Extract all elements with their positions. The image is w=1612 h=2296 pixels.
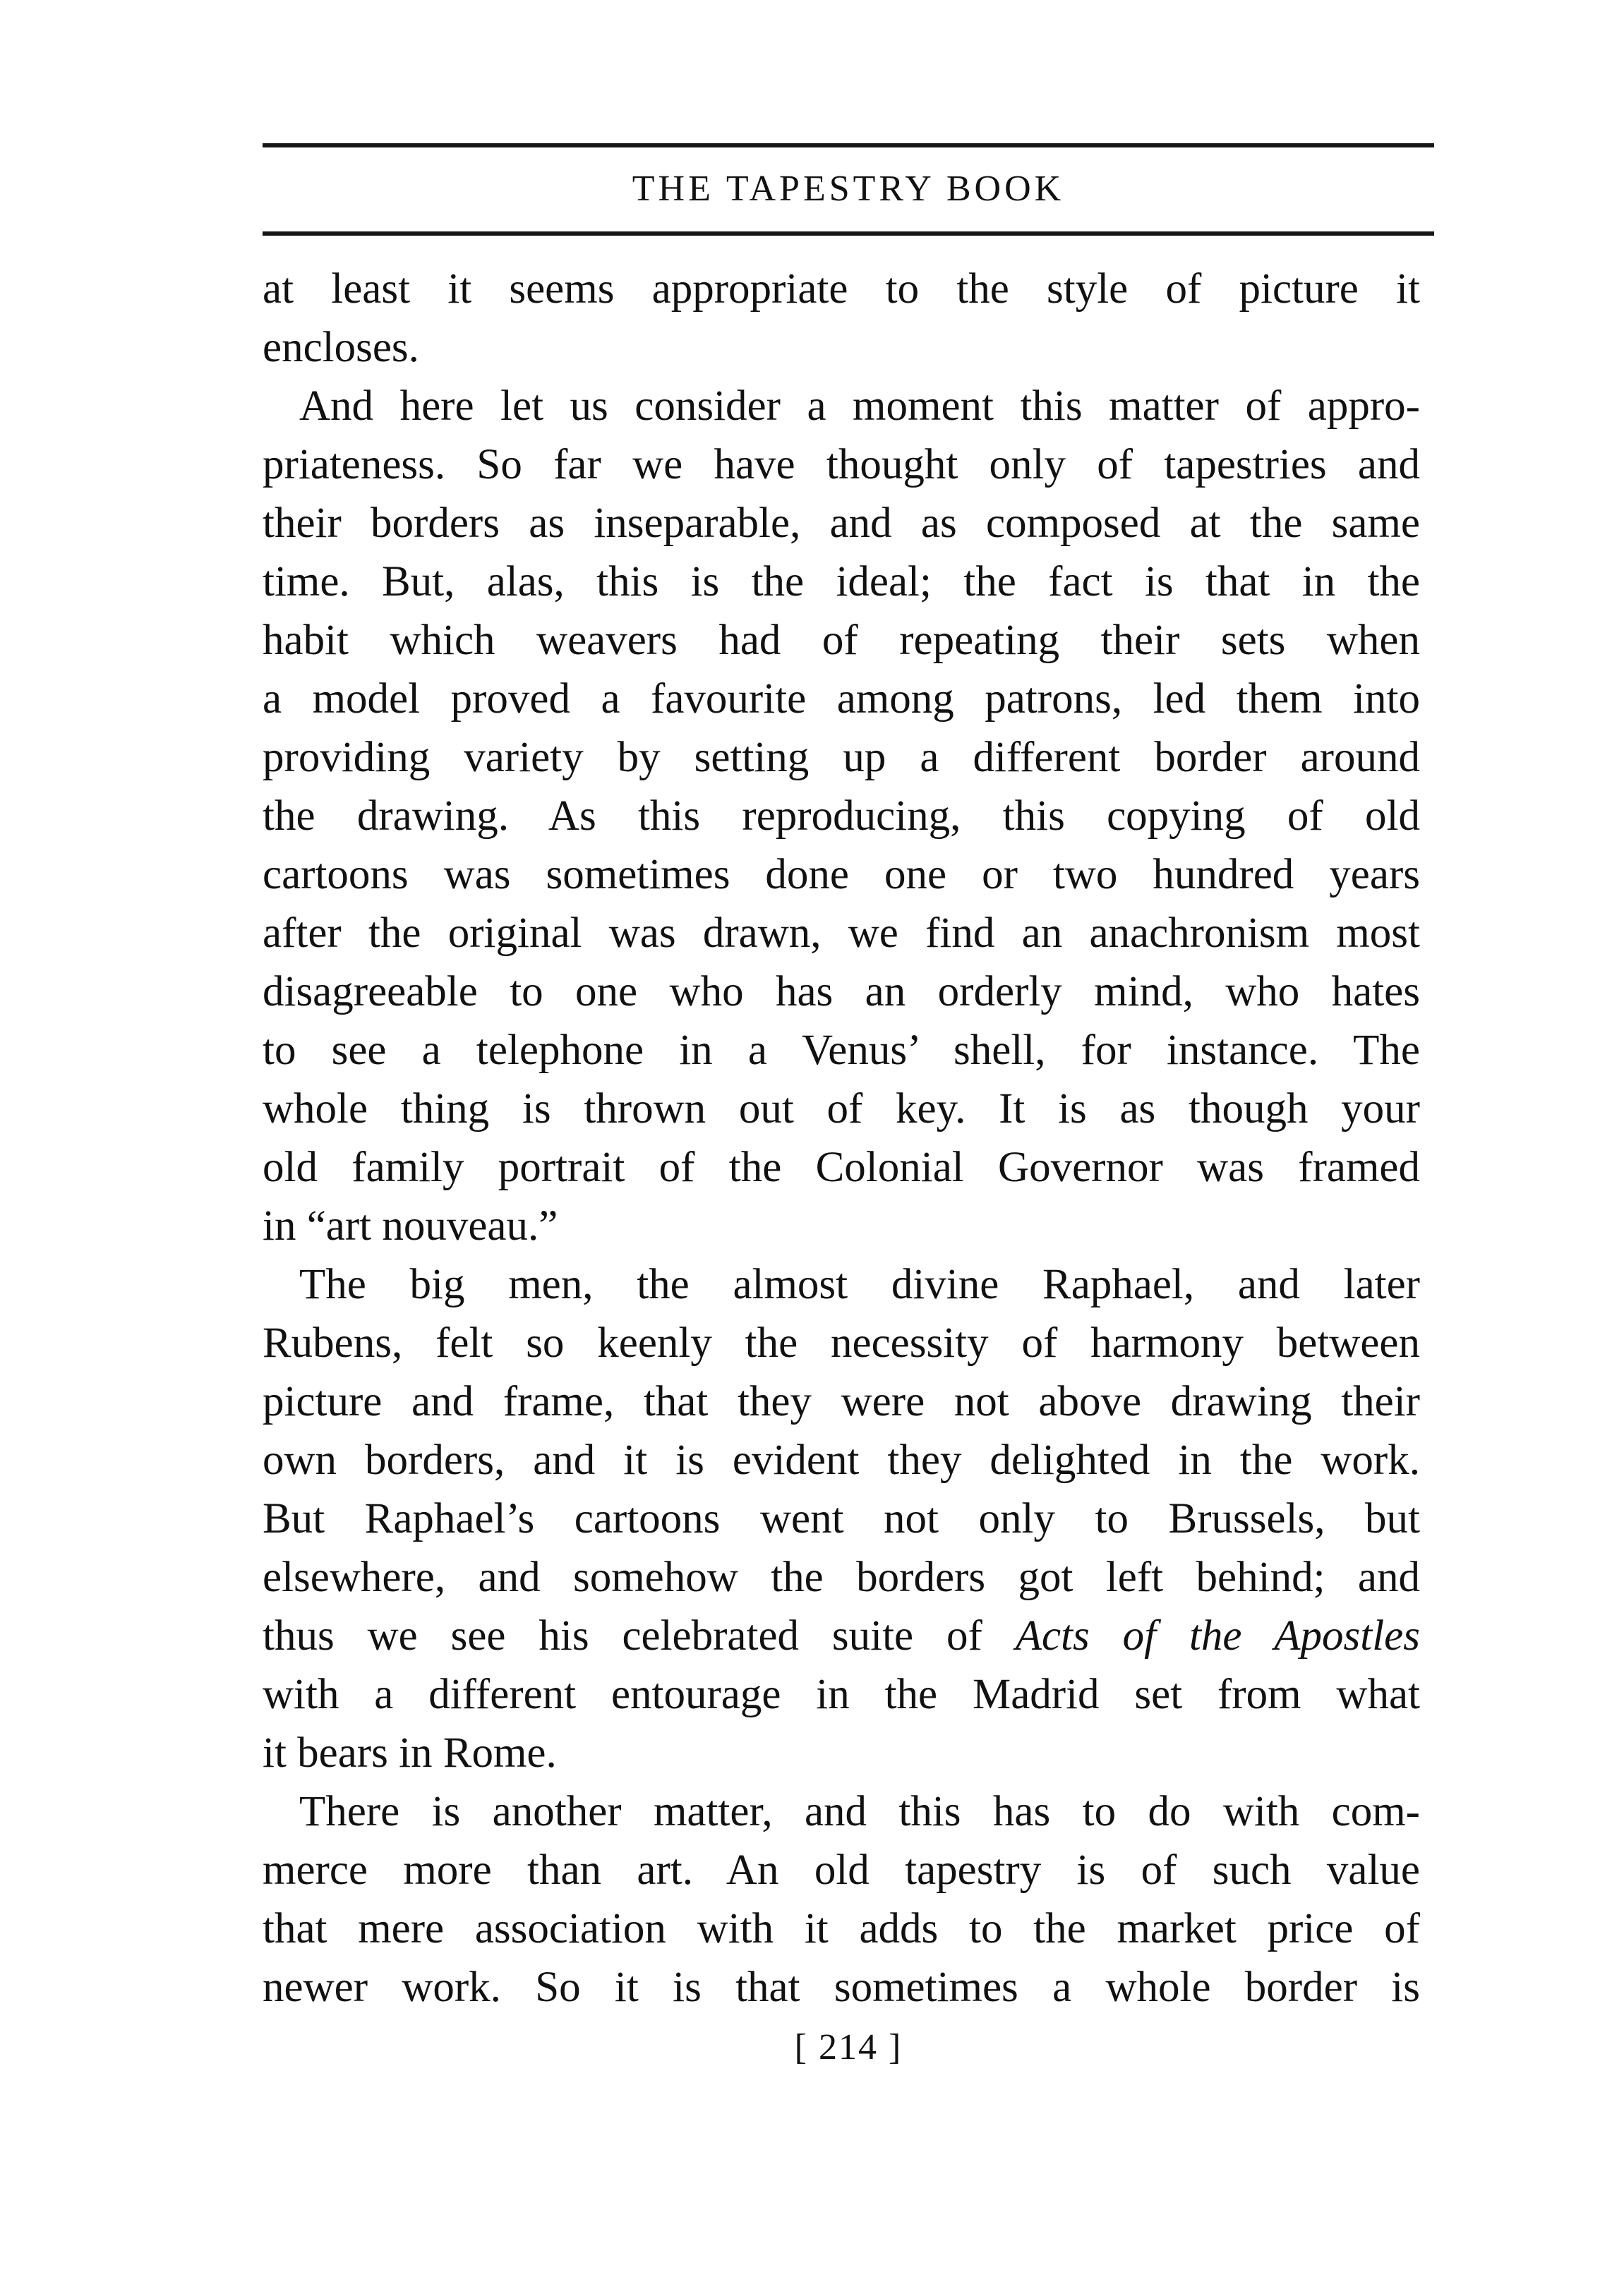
text-line	[263, 1607, 1420, 1665]
text-line-content: in “art nouveau.”	[263, 1202, 558, 1250]
text-line-content: with a different entourage in the Madrid set from what	[263, 1671, 1420, 1718]
header-rule-top	[263, 143, 1434, 147]
text-line-content: disagreeable to one who has an orderly mind, who hates	[263, 968, 1420, 1015]
text-line	[263, 1431, 1420, 1490]
text-line	[263, 904, 1420, 962]
text-line-content: encloses.	[263, 324, 419, 371]
text-line-content: that mere association with it adds to the market price of	[263, 1905, 1420, 1952]
text-line-content: own borders, and it is evident they delighted in the work.	[263, 1437, 1420, 1484]
text-line	[263, 1958, 1420, 2017]
text-line-content: providing variety by setting up a different border around	[263, 734, 1420, 781]
text-line	[263, 1782, 1420, 1841]
text-line	[263, 1372, 1420, 1431]
text-line-content: picture and frame, that they were not above drawing their	[263, 1378, 1420, 1425]
text-line-content: But Raphael’s cartoons went not only to Brussels, but	[263, 1495, 1420, 1542]
text-line-content: Rubens, felt so keenly the necessity of harmony between	[263, 1319, 1420, 1367]
italic-book-title: Acts of the Apostles	[1015, 1612, 1420, 1660]
text-line	[263, 260, 1420, 318]
text-line	[263, 1665, 1420, 1724]
text-line	[263, 435, 1420, 494]
text-line	[263, 1724, 1420, 1782]
text-line-content: a model proved a favourite among patrons, led them into	[263, 675, 1420, 723]
text-line	[263, 552, 1420, 611]
text-line-content: The big men, the almost divine Raphael, and later	[299, 1261, 1420, 1308]
text-line	[263, 1021, 1420, 1080]
text-line	[263, 1841, 1420, 1899]
text-line	[263, 1138, 1420, 1197]
text-line-content: newer work. So it is that sometimes a whole border is	[263, 1964, 1420, 2011]
text-line	[263, 1490, 1420, 1548]
text-line-content: their borders as inseparable, and as composed at the same	[263, 500, 1420, 547]
text-line	[263, 962, 1420, 1021]
text-line	[263, 845, 1420, 904]
text-line	[263, 670, 1420, 728]
text-line-content: whole thing is thrown out of key. It is as though your	[263, 1085, 1420, 1132]
text-line	[263, 611, 1420, 670]
page-number: [ 214 ]	[794, 2027, 903, 2067]
body-text	[263, 260, 1420, 2017]
text-line-content: thus we see his celebrated suite of	[263, 1612, 982, 1660]
text-line-content: priateness. So far we have thought only of tapestries and	[263, 441, 1420, 488]
text-line-content: time. But, alas, this is the ideal; the fact is that in the	[263, 558, 1420, 605]
text-line-content: at least it seems appropriate to the style of picture it	[263, 265, 1420, 313]
text-line-content: cartoons was sometimes done one or two hundred years	[263, 851, 1420, 898]
running-head: THE TAPESTRY BOOK	[632, 169, 1065, 209]
text-line	[263, 1548, 1420, 1607]
text-line	[263, 1080, 1420, 1138]
text-line	[263, 1255, 1420, 1314]
text-line-content: elsewhere, and somehow the borders got left behind; and	[263, 1554, 1420, 1601]
text-line	[263, 318, 1420, 377]
text-line-content: the drawing. As this reproducing, this copying of old	[263, 792, 1420, 840]
text-line	[263, 1314, 1420, 1372]
text-line-content: habit which weavers had of repeating their sets when	[263, 617, 1420, 664]
text-line-content: old family portrait of the Colonial Governor was framed	[263, 1144, 1420, 1191]
text-line-content: to see a telephone in a Venus’ shell, for instance. The	[263, 1027, 1420, 1074]
text-line	[263, 728, 1420, 787]
text-line-content: it bears in Rome.	[263, 1729, 557, 1777]
text-line-content: merce more than art. An old tapestry is of such value	[263, 1847, 1420, 1894]
text-line	[263, 377, 1420, 435]
text-line	[263, 787, 1420, 845]
header-rule-bottom	[263, 231, 1434, 236]
text-line	[263, 1197, 1420, 1255]
text-line	[263, 1899, 1420, 1958]
text-line-content: And here let us consider a moment this matter of appro-	[299, 382, 1420, 430]
text-line	[263, 494, 1420, 552]
text-line-content: after the original was drawn, we find an anachronism most	[263, 910, 1420, 957]
text-line-content: There is another matter, and this has to do with com-	[299, 1788, 1420, 1835]
